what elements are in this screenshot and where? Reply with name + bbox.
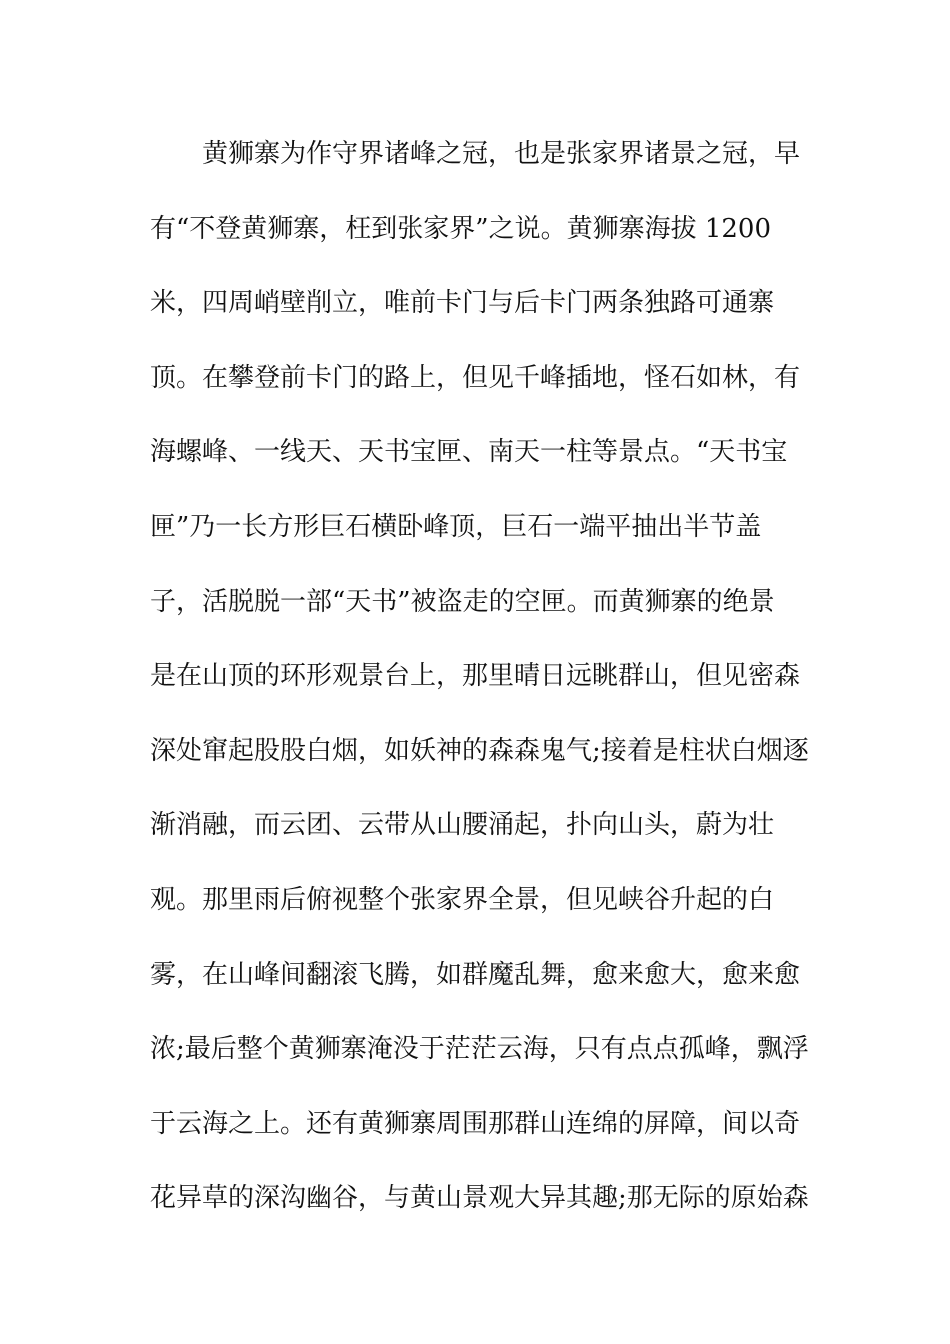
text-line: 海螺峰、一线天、天书宝匣、南天一柱等景点。“天书宝 <box>150 437 788 468</box>
text-line: 是在山顶的环形观景台上，那里晴日远眺群山，但见密森 <box>150 661 801 692</box>
text-line: 于云海之上。还有黄狮寨周围那群山连绵的屏障，间以奇 <box>150 1108 801 1139</box>
text-line: 浓;最后整个黄狮寨淹没于茫茫云海，只有点点孤峰，飘浮 <box>150 1034 809 1065</box>
text-line: 黄狮寨为作守界诸峰之冠，也是张家界诸景之冠，早 <box>202 139 801 169</box>
body-paragraph <box>150 117 810 1236</box>
text-line: 有“不登黄狮寨，枉到张家界”之说。黄狮寨海拔 1200 <box>150 213 772 244</box>
text-line: 米，四周峭壁削立，唯前卡门与后卡门两条独路可通寨 <box>150 288 775 319</box>
text-line: 雾，在山峰间翻滚飞腾，如群魔乱舞，愈来愈大，愈来愈 <box>150 959 801 990</box>
text-line: 深处窜起股股白烟，如妖神的森森鬼气;接着是柱状白烟逐 <box>150 735 809 766</box>
text-line: 渐消融，而云团、云带从山腰涌起，扑向山头，蔚为壮 <box>150 810 775 841</box>
text-line: 花异草的深沟幽谷，与黄山景观大异其趣;那无际的原始森 <box>150 1183 809 1214</box>
text-line: 顶。在攀登前卡门的路上，但见千峰插地，怪石如林，有 <box>150 362 801 393</box>
text-line: 匣”乃一长方形巨石横卧峰顶，巨石一端平抽出半节盖 <box>150 511 762 542</box>
text-line: 观。那里雨后俯视整个张家界全景，但见峡谷升起的白 <box>150 884 775 915</box>
text-line: 子，活脱脱一部“天书”被盗走的空匣。而黄狮寨的绝景 <box>150 586 775 617</box>
